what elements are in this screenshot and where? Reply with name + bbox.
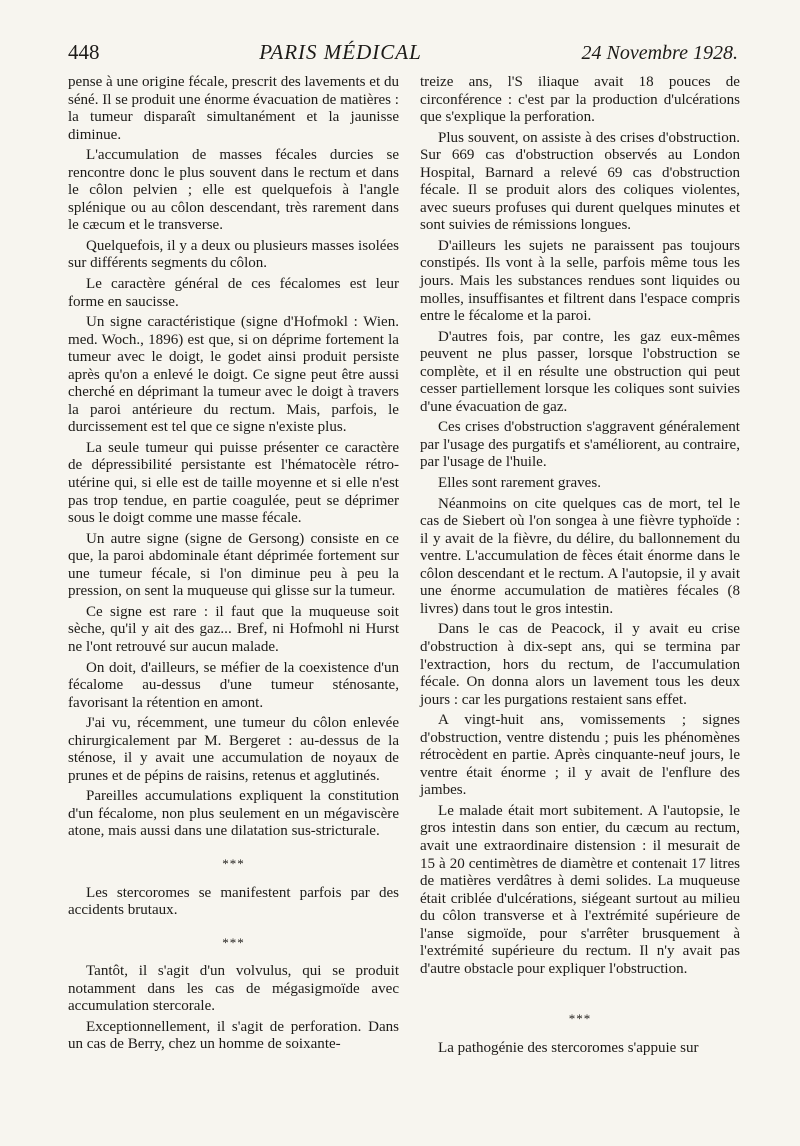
paragraph: Elles sont rarement graves. (438, 475, 601, 492)
paragraph: Un signe caractéristique (signe d'Hofmokl : Wien. med. Woch., 1896) est que, si on déprime fortement la tumeur avec le doigt, le godet ainsi produit persiste après qu'on a enlevé le doigt. Ce signe peut être aussi cherché en déprimant la tumeur avec le doigt à travers la paroi antérieure du rectum. Mais, parfois, le durcissement est tel que ce signe n'existe plus. (68, 314, 399, 436)
paragraph: Ces crises d'obstruction s'aggravent généralement par l'usage des purgatifs et s'améliorent, au contraire, par l'usage de l'huile. (420, 419, 740, 471)
paragraph: Les stercoromes se manifestent parfois par des accidents brutaux. (68, 884, 399, 919)
journal-title: PARIS MÉDICAL (259, 40, 422, 64)
left-column (68, 74, 399, 1057)
paragraph: Exceptionnellement, il s'agit de perforation. Dans un cas de Berry, chez un homme de soixante- (68, 1018, 399, 1053)
paragraph: On doit, d'ailleurs, se méfier de la coexistence d'un fécalome au-dessus d'une tumeur sténosante, favorisant la rétention en amont. (68, 659, 399, 711)
paragraph: D'ailleurs les sujets ne paraissent pas toujours constipés. Ils vont à la selle, parfois même tous les jours. Mais les substances rendues sont liquides ou molles, insuffisantes et filtrent dans l'espace compris entre le fécalome et la paroi. (420, 237, 740, 325)
paragraph: Néanmoins on cite quelques cas de mort, tel le cas de Siebert où l'on songea à une fièvre typhoïde : il y avait de la fièvre, du délire, du ballonnement du ventre. L'accumulation de fèces était énorme dans le côlon descendant et le rectum. A l'autopsie, il y avait une énorme accumulation de matières fécales (8 livres) dans tout le gros intestin. (420, 495, 740, 617)
paragraph: Ce signe est rare : il faut que la muqueuse soit sèche, qu'il y ait des gaz... Bref, ni Hofmohl ni Hurst ne l'ont retrouvé sur aucun malade. (68, 603, 399, 655)
paragraph: La seule tumeur qui puisse présenter ce caractère de dépressibilité persistante est l'hématocèle rétro-utérine qui, si elle est de taille moyenne et si elle n'est pas trop tendue, en partie coagulée, peut se déprimer sous le doigt comme une masse fécale. (68, 439, 399, 527)
paragraph: Dans le cas de Peacock, il y avait eu crise d'obstruction à dix-sept ans, qui se termina par l'extraction, hors du rectum, de l'accumulation fécale. On donna alors un lavement tous les deux jours : car les purgations restaient sans effet. (420, 621, 740, 708)
paragraph: Plus souvent, on assiste à des crises d'obstruction. Sur 669 cas d'obstruction observés au London Hospital, Barnard a relevé 69 cas d'obstruction fécale. Il se produit alors des coliques violentes, avec sueurs profuses qui durent quelques minutes et sont suivies de rémissions longues. (420, 129, 740, 234)
paragraph: J'ai vu, récemment, une tumeur du côlon enlevée chirurgicalement par M. Bergeret : au-dessus de la sténose, il y avait une accumulation de noyaux de prunes et de pépins de raisins, retenus et agglutinés. (68, 715, 399, 784)
paragraph: treize ans, l'S iliaque avait 18 pouces de circonférence : c'est par la production d'ulcérations que s'explique la perforation. (420, 74, 740, 126)
paragraph: pense à une origine fécale, prescrit des lavements et du séné. Il se produit une énorme évacuation de matières : la tumeur disparaît simultanément et la jaunisse diminue. (68, 74, 399, 143)
paragraph: Le caractère général de ces fécalomes est leur forme en saucisse. (68, 276, 399, 310)
section-separator: *** (222, 934, 245, 950)
page-header (68, 40, 738, 70)
paragraph: Tantôt, il s'agit d'un volvulus, qui se produit notamment dans les cas de mégasigmoïde avec accumulation stercorale. (68, 963, 399, 1015)
paragraph: L'accumulation de masses fécales durcies se rencontre donc le plus souvent dans le rectum et dans le côlon pelvien ; elle est quelquefois à l'angle splénique ou au côlon descendant, très rarement dans le cæcum et le transverse. (68, 147, 399, 234)
page-number: 448 (68, 40, 100, 64)
paragraph: Un autre signe (signe de Gersong) consiste en ce que, la paroi abdominale étant déprimée fortement sur une tumeur fécale, si l'on diminue peu à peu la pression, on sent la muqueuse qui glisse sur la tumeur. (68, 530, 399, 600)
paragraph: A vingt-huit ans, vomissements ; signes d'obstruction, ventre distendu ; puis les phénomènes rétrocèdent en partie. Après cinquante-neuf jours, le ventre était énorme ; il y avait de l'enflure des jambes. (420, 712, 740, 799)
right-column (420, 74, 740, 1060)
paragraph: Quelquefois, il y a deux ou plusieurs masses isolées sur différents segments du côlon. (68, 237, 399, 272)
paragraph: La pathogénie des stercoromes s'appuie sur (438, 1039, 699, 1056)
paragraph: Le malade était mort subitement. A l'autopsie, le gros intestin dans son entier, du cæcum au rectum, avait une extraordinaire distension : il mesurait de 15 à 20 centimètres de diamètre et contenait 17 litres de matières verdâtres à demi solides. La muqueuse était criblée d'ulcérations, siégeant surtout au milieu du côlon transverse et à l'extrémité supérieure de l'anse sigmoïde, pour s'arrêter brusquement à l'extrémité supérieure du rectum. Il n'y avait pas d'autre obstacle pour expliquer l'obstruction. (420, 802, 740, 977)
section-separator: *** (568, 1011, 592, 1027)
paragraph: D'autres fois, par contre, les gaz eux-mêmes peuvent ne plus passer, lorsque l'obstruction se complète, et il en résulte une obstruction qui peut cesser partiellement lorsque les coliques sont suivies d'une évacuation de gaz. (420, 328, 740, 415)
issue-date: 24 Novembre 1928. (581, 42, 738, 64)
paragraph: Pareilles accumulations expliquent la constitution d'un fécalome, non plus seulement en un mégaviscère atone, mais aussi dans une dilatation sus-stricturale. (68, 788, 399, 840)
section-separator: *** (222, 855, 245, 871)
